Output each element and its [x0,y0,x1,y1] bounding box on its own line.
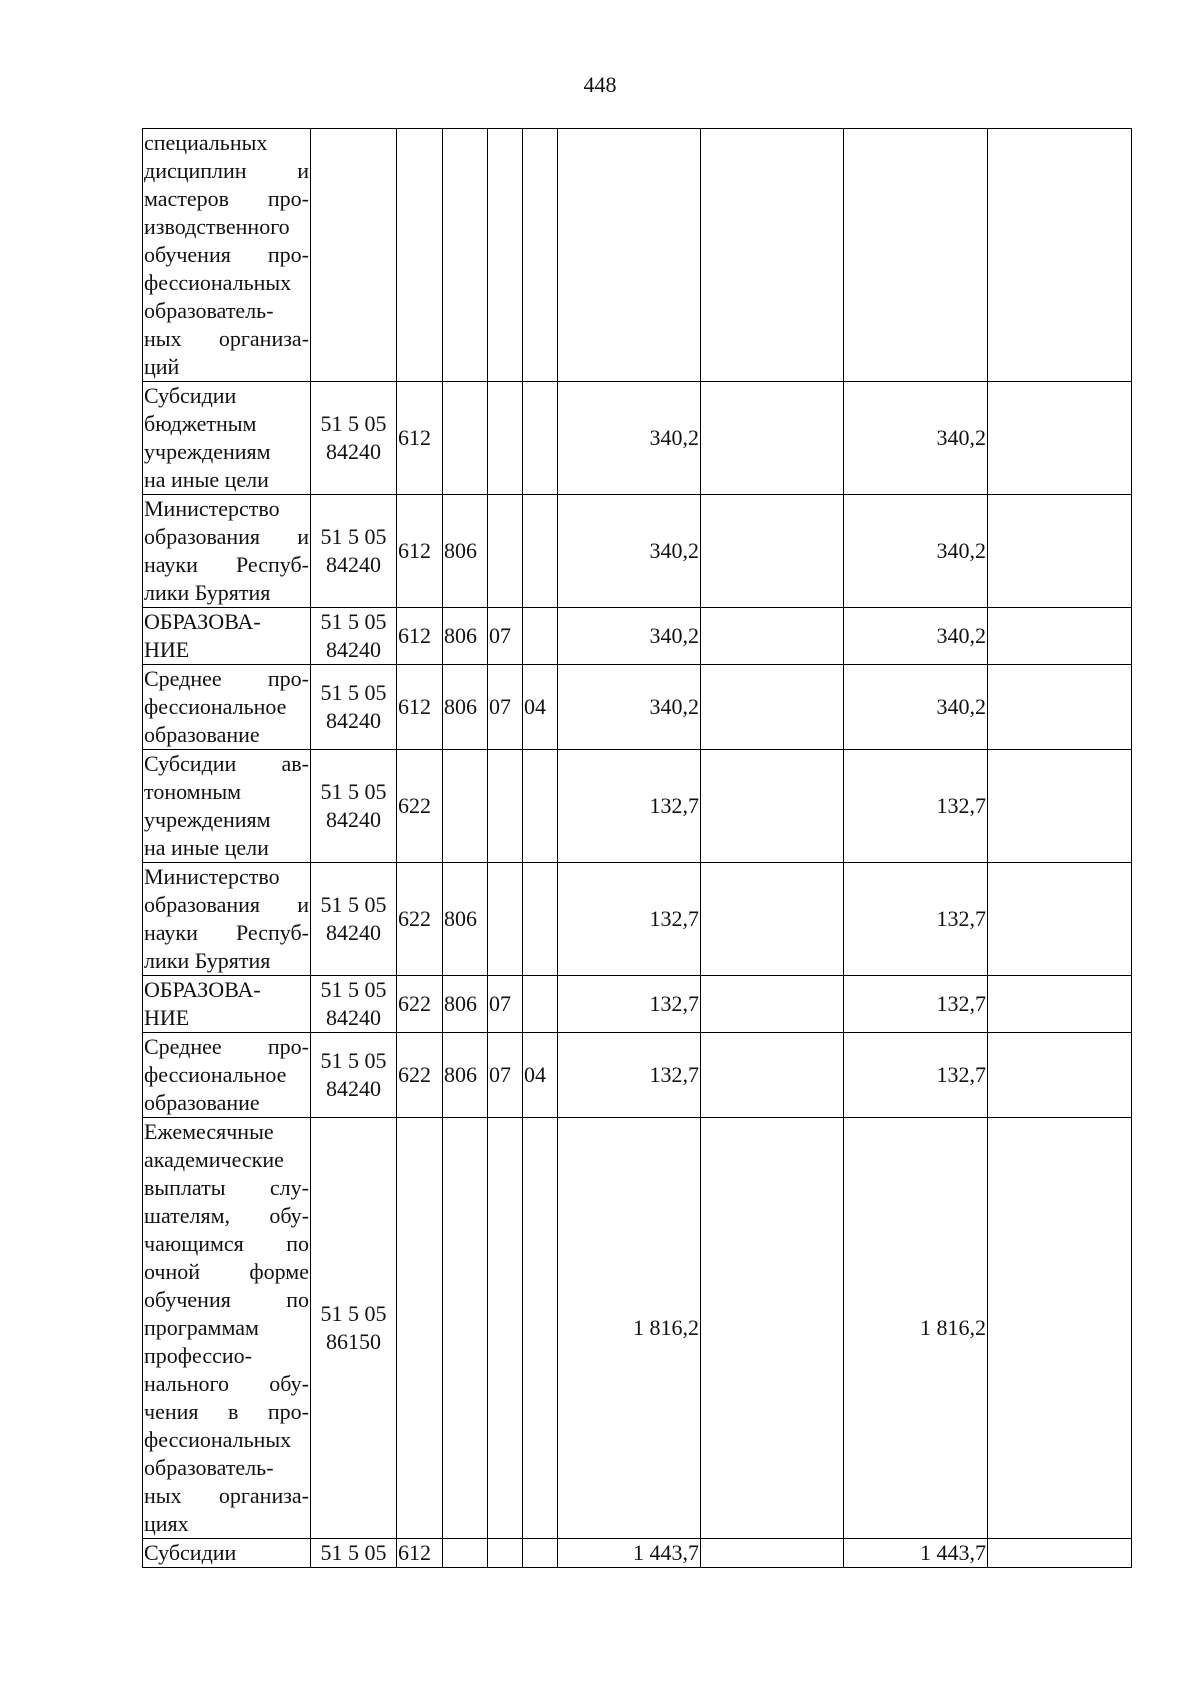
cell-grbs: 806 [443,665,488,750]
name-line: программам [144,1315,259,1340]
cell-grbs [443,750,488,863]
budget-table [142,128,1132,1568]
cell-vr: 612 [397,665,443,750]
name-line: дисциплин и [144,158,309,183]
name-line: фессиональных [144,1427,292,1452]
name-line: учреждениям [144,807,271,832]
cell-grbs [443,1539,488,1568]
table-row [143,495,1132,608]
table-row [143,1539,1132,1568]
table-row [143,976,1132,1033]
cell-sum1: 340,2 [558,665,701,750]
csr-line: 51 5 05 [320,779,387,804]
cell-sum1: 132,7 [558,750,701,863]
name-line: чения в про- [144,1399,309,1424]
cell-pr [523,382,558,495]
cell-sum4 [988,608,1132,665]
cell-csr [311,665,397,750]
csr-line: 51 5 05 [320,680,387,705]
table-row [143,608,1132,665]
csr-line: 51 5 05 [320,1540,387,1565]
csr-line: 51 5 05 [320,609,387,634]
cell-vr [397,129,443,382]
cell-sum3: 340,2 [844,608,988,665]
table-row [143,863,1132,976]
name-line: фессиональных [144,270,292,295]
cell-rz [488,129,523,382]
cell-csr [311,608,397,665]
name-line: ных организа- [144,326,309,351]
table-row [143,1033,1132,1118]
cell-pr [523,1118,558,1539]
cell-name [143,495,311,608]
cell-name [143,750,311,863]
cell-sum4 [988,1539,1132,1568]
name-line: лики Бурятия [144,948,271,973]
cell-sum4 [988,1033,1132,1118]
cell-sum3 [844,129,988,382]
name-line: образователь- [144,298,274,323]
cell-sum4 [988,382,1132,495]
cell-sum2 [701,1033,844,1118]
csr-line: 51 5 05 [320,1048,387,1073]
csr-line: 84240 [326,1076,381,1101]
csr-line: 84240 [326,708,381,733]
name-line: лики Бурятия [144,580,271,605]
cell-csr [311,495,397,608]
cell-sum4 [988,129,1132,382]
table-row [143,665,1132,750]
cell-pr: 04 [523,1033,558,1118]
cell-sum3: 1 443,7 [844,1539,988,1568]
cell-pr [523,863,558,976]
name-line: очной форме [144,1259,309,1284]
cell-vr: 622 [397,976,443,1033]
cell-rz [488,1118,523,1539]
name-line: науки Респуб- [144,552,309,577]
cell-name [143,1118,311,1539]
name-line: чающимся по [144,1231,309,1256]
csr-line: 84240 [326,439,381,464]
cell-name [143,665,311,750]
cell-sum2 [701,1118,844,1539]
name-line: Субсидии ав- [144,751,309,776]
name-line: фессиональное [144,694,287,719]
name-line: на иные цели [144,835,269,860]
cell-sum4 [988,750,1132,863]
cell-sum1: 340,2 [558,382,701,495]
cell-sum4 [988,976,1132,1033]
cell-vr: 612 [397,1539,443,1568]
name-line: науки Респуб- [144,920,309,945]
cell-rz: 07 [488,665,523,750]
cell-sum1: 1 443,7 [558,1539,701,1568]
cell-csr [311,1118,397,1539]
name-line: бюджетным [144,411,257,436]
cell-sum3: 132,7 [844,976,988,1033]
cell-pr [523,608,558,665]
cell-sum2 [701,129,844,382]
cell-rz [488,750,523,863]
cell-sum3: 132,7 [844,863,988,976]
csr-line: 51 5 05 [320,411,387,436]
cell-vr: 622 [397,1033,443,1118]
name-line: на иные цели [144,467,269,492]
cell-rz [488,495,523,608]
cell-sum4 [988,1118,1132,1539]
cell-grbs: 806 [443,495,488,608]
cell-sum2 [701,1539,844,1568]
name-line: Министерство [144,496,280,521]
name-line: специальных [144,130,268,155]
cell-csr [311,863,397,976]
cell-sum1: 132,7 [558,863,701,976]
cell-sum2 [701,665,844,750]
cell-name [143,976,311,1033]
cell-sum2 [701,863,844,976]
cell-sum1: 340,2 [558,608,701,665]
cell-sum2 [701,382,844,495]
csr-line: 84240 [326,920,381,945]
cell-sum1: 132,7 [558,1033,701,1118]
table-row [143,750,1132,863]
cell-name [143,129,311,382]
name-line: ОБРАЗОВА- [144,609,261,634]
cell-rz: 07 [488,608,523,665]
cell-sum1 [558,129,701,382]
cell-rz [488,863,523,976]
name-line: образование [144,1090,260,1115]
name-line: нального обу- [144,1371,309,1396]
cell-sum4 [988,863,1132,976]
cell-name [143,1539,311,1568]
cell-sum3: 340,2 [844,382,988,495]
cell-csr [311,1539,397,1568]
cell-vr: 622 [397,750,443,863]
cell-sum1: 1 816,2 [558,1118,701,1539]
cell-sum3: 132,7 [844,750,988,863]
csr-line: 84240 [326,552,381,577]
cell-sum2 [701,750,844,863]
cell-pr [523,976,558,1033]
cell-sum3: 340,2 [844,495,988,608]
cell-sum2 [701,976,844,1033]
cell-csr [311,129,397,382]
cell-vr: 622 [397,863,443,976]
name-line: циях [144,1511,189,1536]
cell-name [143,863,311,976]
cell-pr: 04 [523,665,558,750]
name-line: учреждениям [144,439,271,464]
cell-rz: 07 [488,976,523,1033]
cell-pr [523,750,558,863]
cell-csr [311,976,397,1033]
csr-line: 84240 [326,1005,381,1030]
name-line: обучения по [144,1287,309,1312]
cell-csr [311,750,397,863]
cell-sum1: 132,7 [558,976,701,1033]
cell-rz [488,382,523,495]
cell-grbs: 806 [443,863,488,976]
name-line: Ежемесячные [144,1119,274,1144]
cell-sum4 [988,665,1132,750]
cell-csr [311,1033,397,1118]
cell-sum4 [988,495,1132,608]
csr-line: 86150 [326,1329,381,1354]
name-line: НИЕ [144,637,190,662]
cell-grbs [443,382,488,495]
cell-sum1: 340,2 [558,495,701,608]
cell-sum3: 340,2 [844,665,988,750]
cell-rz [488,1539,523,1568]
table-body [143,129,1132,1568]
name-line: изводственного [144,214,290,239]
cell-name [143,608,311,665]
cell-grbs: 806 [443,1033,488,1118]
name-line: Среднее про- [144,666,309,691]
cell-vr: 612 [397,495,443,608]
name-line: Министерство [144,864,280,889]
name-line: Субсидии [144,1540,237,1565]
name-line: Субсидии [144,383,237,408]
name-line: ных организа- [144,1483,309,1508]
cell-grbs [443,1118,488,1539]
csr-line: 84240 [326,637,381,662]
table-row [143,382,1132,495]
csr-line: 51 5 05 [320,977,387,1002]
name-line: выплаты слу- [144,1175,309,1200]
csr-line: 51 5 05 [320,892,387,917]
cell-sum2 [701,495,844,608]
table-row [143,129,1132,382]
cell-rz: 07 [488,1033,523,1118]
name-line: фессиональное [144,1062,287,1087]
cell-vr: 612 [397,382,443,495]
name-line: профессио- [144,1343,252,1368]
cell-name [143,382,311,495]
name-line: образования и [144,524,309,549]
csr-line: 51 5 05 [320,1301,387,1326]
csr-line: 51 5 05 [320,524,387,549]
name-line: обучения про- [144,242,309,267]
cell-sum3: 132,7 [844,1033,988,1118]
name-line: образователь- [144,1455,274,1480]
cell-grbs: 806 [443,976,488,1033]
cell-sum3: 1 816,2 [844,1118,988,1539]
name-line: ций [144,354,180,379]
name-line: образования и [144,892,309,917]
cell-pr [523,1539,558,1568]
cell-csr [311,382,397,495]
table-row [143,1118,1132,1539]
name-line: мастеров про- [144,186,309,211]
name-line: тономным [144,779,242,804]
name-line: образование [144,722,260,747]
name-line: шателям, обу- [144,1203,309,1228]
cell-grbs: 806 [443,608,488,665]
cell-pr [523,495,558,608]
csr-line: 84240 [326,807,381,832]
cell-pr [523,129,558,382]
cell-name [143,1033,311,1118]
cell-vr: 612 [397,608,443,665]
name-line: НИЕ [144,1005,190,1030]
name-line: академические [144,1147,284,1172]
name-line: ОБРАЗОВА- [144,977,261,1002]
name-line: Среднее про- [144,1034,309,1059]
cell-sum2 [701,608,844,665]
cell-grbs [443,129,488,382]
page-number: 448 [583,72,617,97]
cell-vr [397,1118,443,1539]
